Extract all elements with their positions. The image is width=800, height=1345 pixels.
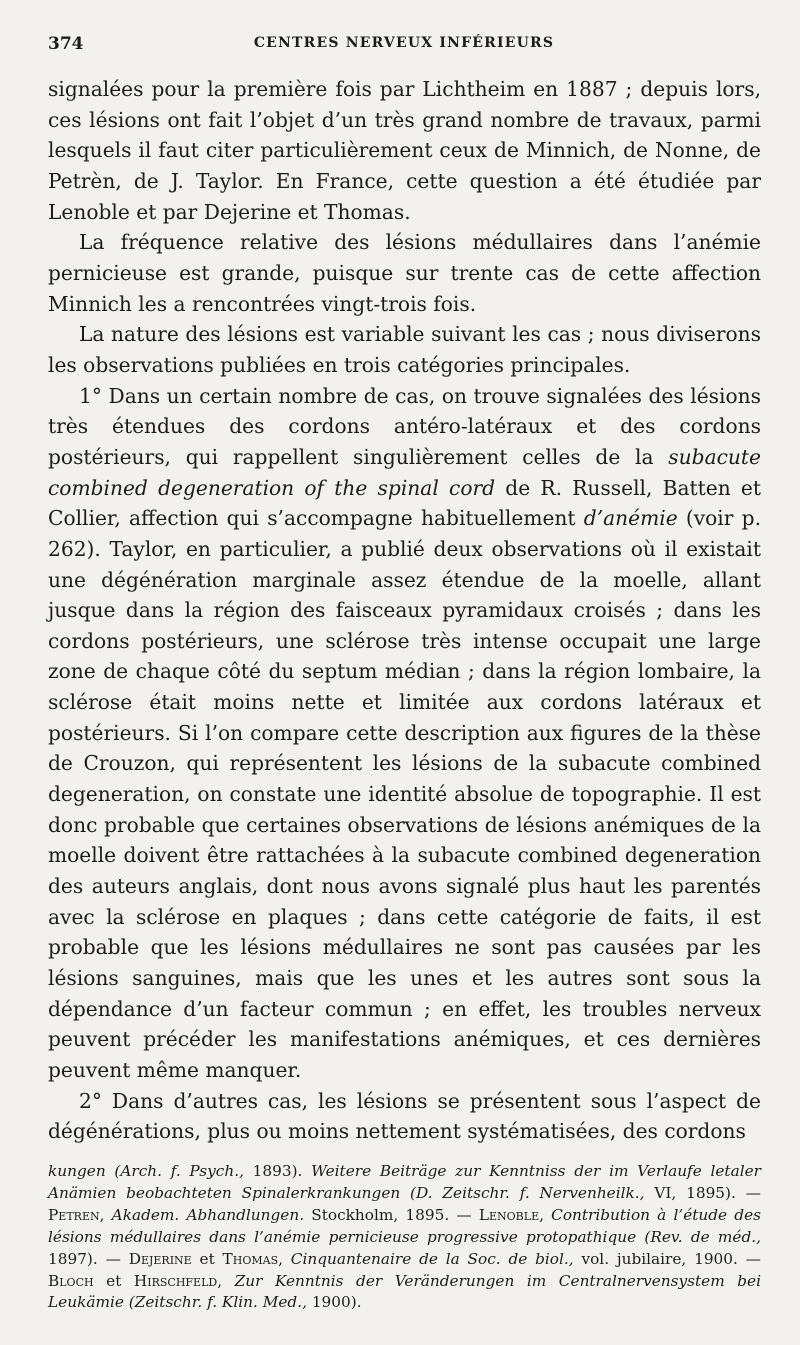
- footnote-part-1: kungen: [48, 1162, 106, 1180]
- footnote-part-17: Bloch: [48, 1271, 94, 1290]
- paragraph-1: signalées pour la première fois par Lichtheim en 1887 ; depuis lors, ces lésions ont fait l’objet d’un très grand nombre de travaux, parmi lesquels il faut citer particulièrement ceux de Minnich, de Nonne, de Petrèn, de J. Taylor. En France, cette question a été étudiée par Lenoble et par Dejerine et Thomas.: [48, 77, 761, 224]
- footnote-part-8: Stockholm, 1895. —: [311, 1205, 472, 1224]
- footnote-part-14: Thomas,: [222, 1249, 283, 1268]
- footnote: [48, 1161, 761, 1314]
- page-header: [48, 34, 760, 56]
- footnote-part-6: Petren,: [48, 1205, 105, 1224]
- paragraph-3: La nature des lésions est variable suivant les cas ; nous diviserons les observations publiées en trois catégories principales.: [48, 322, 761, 377]
- footnote-part-5: VI, 1895). —: [654, 1183, 761, 1202]
- footnote-part-4: Weitere Beiträge zur Kenntniss der im Verlaufe letaler Anämien beobachteten Spinalerkrankungen (D. Zeitschr. f. Nervenheilk.,: [48, 1162, 761, 1202]
- footnote-part-15: Cinquantenaire de la Soc. de biol.,: [290, 1249, 574, 1268]
- footnote-part-19: Hirschfeld,: [133, 1271, 223, 1290]
- footnote-part-2: (Arch. f. Psych.,: [114, 1162, 244, 1180]
- footnote-part-3: 1893).: [252, 1162, 303, 1180]
- paragraph-2: La fréquence relative des lésions médullaires dans l’anémie pernicieuse est grande, puisque sur trente cas de cette affection Minnich les a rencontrées vingt-trois fois.: [48, 230, 761, 316]
- footnote-part-9: Lenoble,: [478, 1205, 544, 1224]
- paragraph-4-text-c: de R. Russell, Batten et Collier, affection qui s’accompagne habituellement: [48, 475, 761, 531]
- footnote-part-18: et: [106, 1271, 122, 1290]
- footnote-part-10: Contribution à l’étude des lésions médullaires dans l’anémie pernicieuse progressive protopathique (Rev. de méd.,: [48, 1205, 761, 1246]
- page-number: 374: [48, 34, 84, 54]
- footnote-part-7: Akadem. Abhandlungen.: [111, 1205, 305, 1224]
- paragraph-5: 2° Dans d’autres cas, les lésions se présentent sous l’aspect de dégénérations, plus ou moins nettement systématisées, des cordons: [48, 1088, 761, 1144]
- footnote-part-20: Zur Kenntnis der Veränderungen im Centralnervensystem bei Leukämie (Zeitschr. f. Klin. Med.,: [48, 1271, 761, 1312]
- running-title: CENTRES NERVEUX INFÉRIEURS: [253, 35, 555, 51]
- footnote-part-13: et: [199, 1249, 215, 1268]
- body-text: [48, 74, 761, 1147]
- paragraph-4-text-a: 1° Dans un certain nombre de cas, on trouve signalées des lésions très étendues des cordons antéro-latéraux et des cordons postérieurs, qui rappellent singulièrement celles de la: [48, 383, 761, 469]
- footnote-part-21: 1900).: [311, 1293, 362, 1312]
- paragraph-4-italic-title: subacute combined degeneration of the spinal cord: [48, 444, 761, 500]
- footnote-part-16: vol. jubilaire, 1900. —: [581, 1249, 761, 1268]
- paragraph-4-text-e: (voir p. 262). Taylor, en particulier, a publié deux observations où il existait une dégénération marginale assez étendue de la moelle, allant jusque dans la région des faisceaux pyramidaux croisés ; dans les cordons postérieurs, une sclérose très intense occupait une large zone de chaque côté du septum médian ; dans la région lombaire, la sclérose était moins nette et limitée aux cordons latéraux et postérieurs. Si l’on compare cette description aux figures de la thèse de Crouzon, qui représentent les lésions de la subacute combined degeneration, on constate une identité absolue de topographie. Il est donc probable que certaines observations de lésions anémiques de la moelle doivent être rattachées à la subacute combined degeneration des auteurs anglais, dont nous avons signalé plus haut les parentés avec la sclérose en plaques ; dans cette catégorie de faits, il est probable que les lésions médullaires ne sont pas causées par les lésions sanguines, mais que les unes et les autres sont sous la dépendance d’un facteur commun ; en effet, les troubles nerveux peuvent précéder les manifestations anémiques, et ces dernières peuvent même manquer.: [48, 506, 761, 1082]
- paragraph-4: [48, 381, 761, 1086]
- footnote-part-12: Dejerine: [128, 1249, 192, 1268]
- footnote-part-11: 1897). —: [48, 1249, 121, 1268]
- paragraph-4-italic-anemie: d’anémie: [583, 506, 678, 531]
